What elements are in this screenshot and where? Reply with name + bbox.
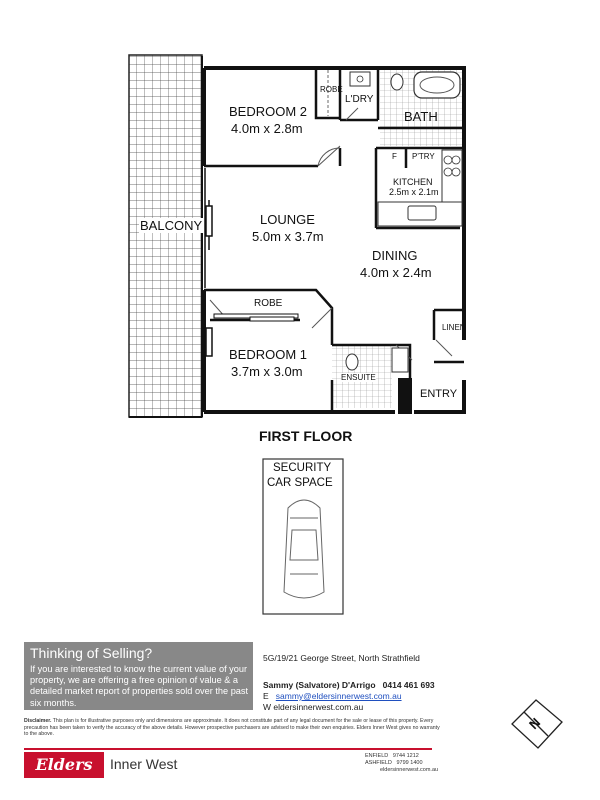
- bedroom1-dims: 3.7m x 3.0m: [231, 364, 303, 379]
- agent-email-link[interactable]: sammy@eldersinnerwest.com.au: [275, 691, 402, 701]
- kitchen-name: KITCHEN: [393, 177, 433, 187]
- office-ashfield: [365, 760, 423, 766]
- lounge-dims: 5.0m x 3.7m: [252, 229, 324, 244]
- promo-text: If you are interested to know the current value of your property, we are offering a free opinion of value & a detailed market report of properties sold over the past six months.: [30, 664, 249, 708]
- office-suburb: ENFIELD: [365, 753, 389, 759]
- bedroom2-dims: 4.0m x 2.8m: [231, 121, 303, 136]
- promo-box: [24, 642, 253, 710]
- dining-name: DINING: [372, 248, 418, 263]
- office-suburb: ASHFIELD: [365, 760, 392, 766]
- property-address: 5G/19/21 George Street, North Strathfield: [263, 653, 420, 663]
- compass-letter: N: [526, 714, 544, 733]
- laundry-label: L'DRY: [345, 94, 374, 105]
- office-web: eldersinnerwest.com.au: [380, 767, 439, 773]
- web-prefix: W: [263, 702, 272, 712]
- car-space-line1: SECURITY: [273, 462, 332, 474]
- brand-bar: [24, 748, 432, 750]
- linen-label: LINEN: [442, 323, 466, 332]
- office-phone: 9744 1212: [392, 753, 419, 759]
- toilet-ensuite: [346, 354, 358, 370]
- disclaimer-lead: Disclaimer.: [24, 718, 52, 724]
- toilet-bath: [391, 74, 403, 90]
- agent-web-line: [263, 702, 363, 712]
- bedroom2-name: BEDROOM 2: [229, 104, 308, 119]
- disclaimer-text: This plan is for illustrative purposes only and dimensions are approximate. It does not constitute part of any legal document for the sale or lease of this property. Every precaution has been taken to verify the accuracy of the above details. However prospective purchasers are advised to make their own enquiries. Elders Inner West gives no warranty to the above.: [24, 718, 440, 738]
- agent-web-link[interactable]: eldersinnerwest.com.au: [273, 702, 364, 712]
- agent-phone: 0414 461 693: [382, 680, 435, 690]
- bedroom1-name: BEDROOM 1: [229, 347, 308, 362]
- ensuite-label: ENSUITE: [341, 373, 376, 382]
- agent-line: [263, 680, 435, 690]
- bath-label: BATH: [404, 109, 438, 124]
- disclaimer: [24, 718, 444, 738]
- agent-email-line: [263, 691, 402, 701]
- brand-name: Inner West: [110, 756, 178, 772]
- kitchen-dims: 2.5m x 2.1m: [389, 187, 439, 197]
- ensuite-vanity: [392, 348, 408, 372]
- agent-name: Sammy (Salvatore) D'Arrigo: [263, 680, 376, 690]
- laundry-tub: [350, 72, 370, 86]
- office-enfield: [365, 753, 419, 759]
- kitchen-sink: [408, 206, 436, 220]
- balcony-label: BALCONY: [140, 218, 203, 233]
- robe-label: ROBE: [254, 298, 283, 309]
- car-space-line2: CAR SPACE: [267, 477, 333, 489]
- office-phone: 9799 1400: [396, 760, 423, 766]
- balcony-sliders: [205, 168, 212, 360]
- lounge-name: LOUNGE: [260, 212, 315, 227]
- bathtub-inner: [420, 77, 454, 93]
- fridge-label: F: [392, 152, 397, 161]
- entry-label: ENTRY: [420, 388, 458, 400]
- balcony-tiles: [129, 55, 202, 417]
- robe-small-label: ROBE: [320, 85, 343, 94]
- email-prefix: E: [263, 691, 269, 701]
- floor-title: FIRST FLOOR: [259, 428, 353, 444]
- entry-column: [398, 378, 412, 414]
- promo-title: Thinking of Selling?: [30, 645, 153, 661]
- pantry-label: P'TRY: [412, 152, 435, 161]
- dining-dims: 4.0m x 2.4m: [360, 265, 432, 280]
- elders-logo: Elders: [24, 752, 104, 778]
